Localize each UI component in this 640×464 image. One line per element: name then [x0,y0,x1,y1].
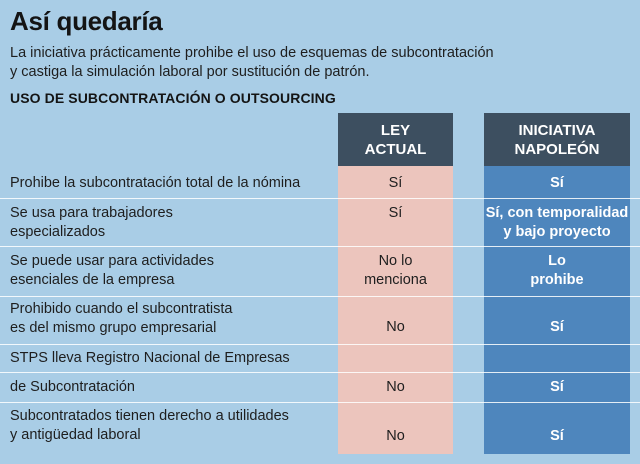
table-row-label: Se puede usar para actividades esenciales de la empresa [10,253,214,288]
table-row-label: Subcontratados tienen derecho a utilidades y antigüedad laboral [10,408,289,443]
ley-actual-header: LEY ACTUAL [338,113,453,166]
row-divider [0,344,640,345]
row-divider [0,402,640,403]
table-cell-ley: No [386,319,405,335]
row-divider [0,296,640,297]
row-divider [0,246,640,247]
table-cell-iniciativa: Lo prohibe [530,253,584,288]
table-cell-ley: No [386,379,405,395]
table-cell-ley: No lo menciona [364,253,427,288]
table-cell-ley: Sí [388,175,403,191]
page-subtitle: La iniciativa prácticamente prohibe el uso de esquemas de subcontratación y castiga la simulación laboral por sustitución de patrón. [10,45,494,80]
table-cell-iniciativa: Sí, con temporalidad y bajo proyecto [485,205,629,240]
table-row-label: STPS lleva Registro Nacional de Empresas [10,350,290,366]
table-cell-iniciativa: Sí [550,428,564,444]
iniciativa-header: INICIATIVA NAPOLEÓN [484,113,630,166]
table-row-label: de Subcontratación [10,379,135,395]
table-row-label: Prohibe la subcontratación total de la nómina [10,175,301,191]
section-heading: USO DE SUBCONTRATACIÓN O OUTSOURCING [10,90,336,106]
row-divider [0,198,640,199]
table-cell-ley: Sí [388,205,403,221]
row-divider [0,372,640,373]
page-title: Así quedaría [10,6,163,36]
table-row-label: Se usa para trabajadores especializados [10,205,173,240]
table-cell-iniciativa: Sí [550,319,564,335]
table-cell-iniciativa: Sí [550,175,564,191]
table-row-label: Prohibido cuando el subcontratista es del mismo grupo empresarial [10,301,233,336]
table-cell-iniciativa: Sí [550,379,564,395]
table-cell-ley: No [386,428,405,444]
